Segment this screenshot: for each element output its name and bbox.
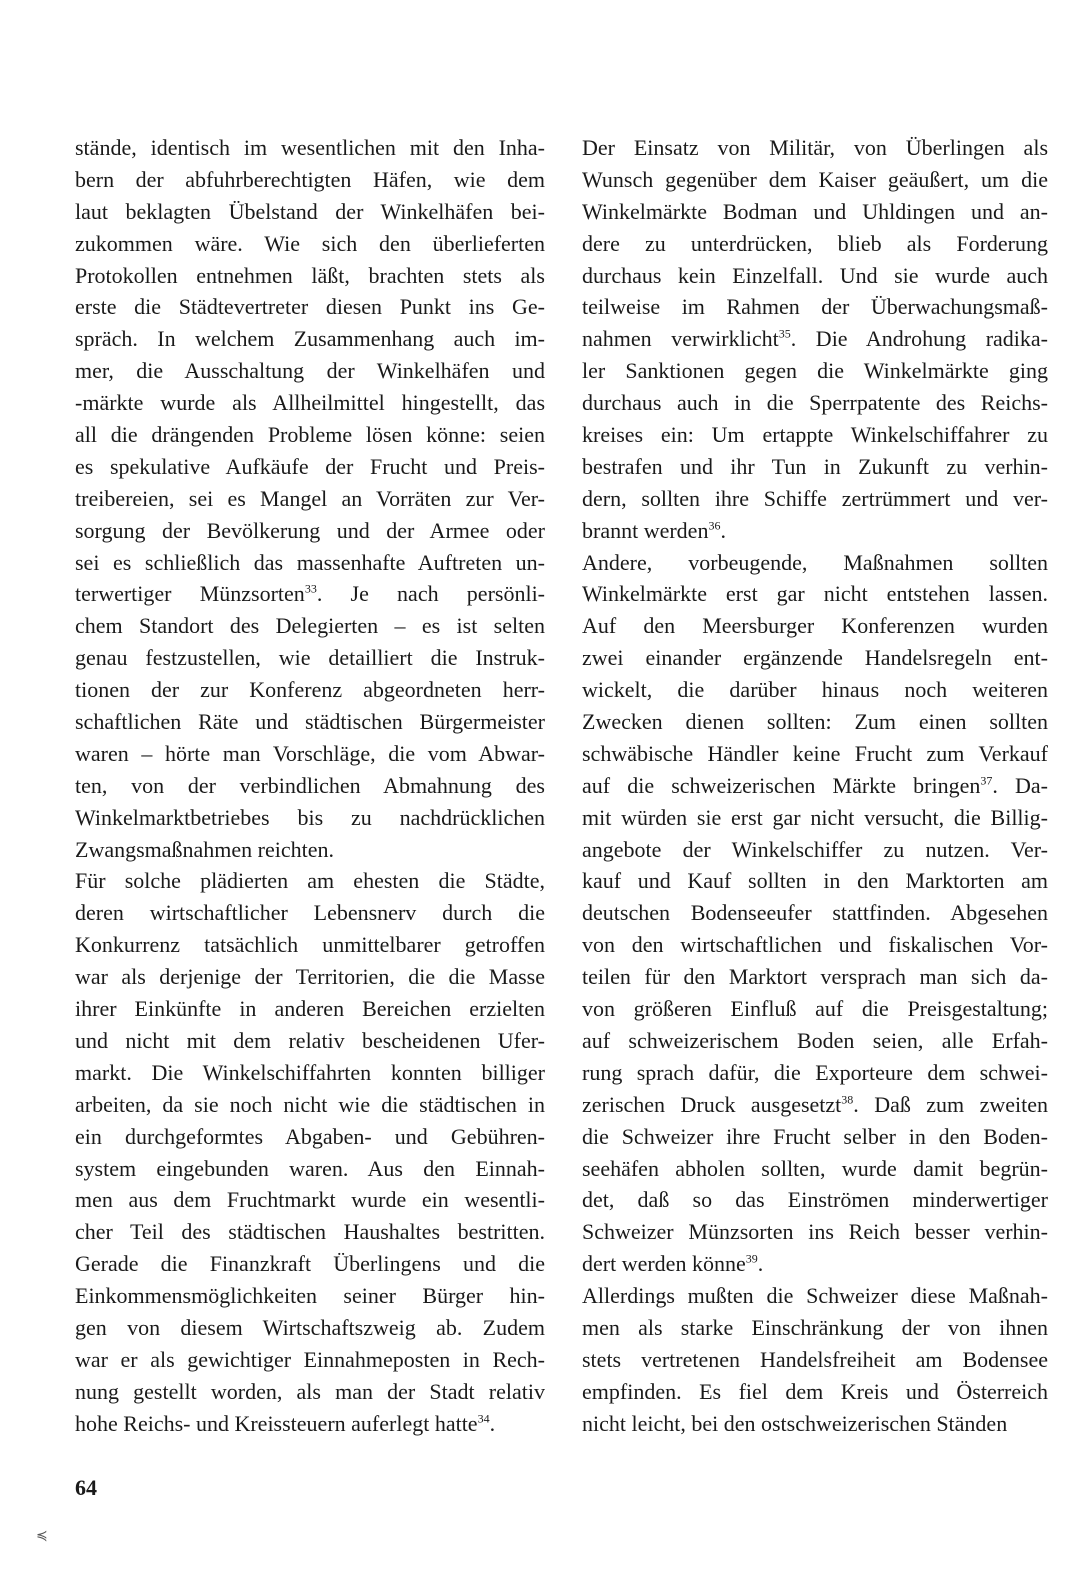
text-line [75, 1184, 545, 1216]
text-line [582, 1248, 1048, 1280]
line-text: zukommen wäre. Wie sich den überlieferten [75, 230, 545, 256]
line-text: Winkelmärkte erst gar nicht entstehen lassen. [582, 581, 1048, 607]
line-text: nicht leicht, bei den ostschweizerischen Ständen [582, 1410, 1008, 1436]
line-text: die Schweizer ihre Frucht selber in den Boden- [582, 1123, 1048, 1149]
footnote-reference: 35 [778, 327, 791, 342]
line-text: teilweise im Rahmen der Überwachungsmaß- [582, 294, 1048, 320]
text-line [582, 1184, 1048, 1216]
text-line [75, 228, 545, 260]
text-line [75, 865, 545, 897]
text-line [75, 547, 545, 579]
text-line [75, 802, 545, 834]
line-text: Andere, vorbeugende, Maßnahmen sollten [582, 549, 1048, 575]
line-text: von den wirtschaftlichen und fiskalischen Vor- [582, 932, 1048, 958]
text-line [582, 515, 1048, 547]
line-text: chem Standort des Delegierten – es ist selten [75, 613, 545, 639]
line-text: mer, die Ausschaltung der Winkelhäfen und [75, 358, 545, 384]
line-text: auf schweizerischem Boden seien, alle Erfah- [582, 1027, 1048, 1053]
line-text: bestrafen und ihr Tun in Zukunft zu verhin- [582, 453, 1048, 479]
text-line [582, 1312, 1048, 1344]
text-line [75, 1057, 545, 1089]
line-text: Auf den Meersburger Konferenzen wurden [582, 613, 1048, 639]
text-line [582, 451, 1048, 483]
line-text: terwertiger Münzsorten [75, 581, 305, 607]
line-text: all die drängenden Probleme lösen könne: seien [75, 422, 545, 448]
text-line [75, 419, 545, 451]
line-text: ein durchgeformtes Abgaben- und Gebühren- [75, 1123, 545, 1149]
text-line [75, 834, 545, 866]
line-text: gen von diesem Wirtschaftszweig ab. Zudem [75, 1314, 545, 1340]
text-line [75, 355, 545, 387]
text-line [75, 387, 545, 419]
text-line [582, 260, 1048, 292]
line-text-continuation: . [489, 1410, 496, 1436]
line-text: kreises ein: Um ertappte Winkelschiffahrer zu [582, 422, 1048, 448]
text-line [75, 642, 545, 674]
text-line [582, 291, 1048, 323]
text-line [582, 834, 1048, 866]
text-line [582, 897, 1048, 929]
line-text: und nicht mit dem relativ bescheidenen Ufer- [75, 1027, 545, 1053]
corner-mark: ≼ [36, 1529, 48, 1544]
text-line [582, 610, 1048, 642]
line-text: Winkelmärkte Bodman und Uhldingen und an- [582, 198, 1048, 224]
line-text: kauf und Kauf sollten in den Marktorten am [582, 868, 1048, 894]
line-text: deren wirtschaftlicher Lebensnerv durch die [75, 900, 545, 926]
text-line [75, 260, 545, 292]
text-line [582, 738, 1048, 770]
text-line [582, 132, 1048, 164]
line-text: schwäbische Händler keine Frucht zum Verkauf [582, 740, 1048, 766]
line-text: nahmen verwirklicht [582, 326, 779, 352]
line-text: mit würden sie erst gar nicht versucht, die Billig- [582, 804, 1048, 830]
line-text: von größeren Einfluß auf die Preisgestaltung; [582, 996, 1048, 1022]
line-text: Schweizer Münzsorten ins Reich besser verhin- [582, 1219, 1048, 1245]
text-line [582, 802, 1048, 834]
text-line [582, 228, 1048, 260]
line-text: sei es schließlich das massenhafte Auftreten un- [75, 549, 545, 575]
text-line [582, 1057, 1048, 1089]
text-line [75, 1376, 545, 1408]
text-line [582, 387, 1048, 419]
text-line [582, 770, 1048, 802]
line-text: stets vertretenen Handelsfreiheit am Bodensee [582, 1346, 1048, 1372]
text-line [582, 323, 1048, 355]
line-text: empfinden. Es fiel dem Kreis und Österreich [582, 1378, 1048, 1404]
text-line [75, 578, 545, 610]
text-line [75, 1121, 545, 1153]
line-text: brannt werden [582, 517, 709, 543]
line-text: genau festzustellen, wie detailliert die Instruk- [75, 645, 545, 671]
line-text: Zwecken dienen sollten: Zum einen sollten [582, 709, 1048, 735]
text-line [582, 865, 1048, 897]
text-line [75, 897, 545, 929]
text-line [75, 1248, 545, 1280]
page-number: 64 [75, 1475, 97, 1500]
text-line [582, 1121, 1048, 1153]
text-line [75, 132, 545, 164]
text-line [75, 929, 545, 961]
line-text: Gerade die Finanzkraft Überlingens und die [75, 1251, 545, 1277]
footnote-reference: 38 [841, 1092, 854, 1107]
text-line [582, 578, 1048, 610]
footnote-reference: 36 [708, 518, 721, 533]
line-text: nung gestellt worden, als man der Stadt relativ [75, 1378, 545, 1404]
text-line [75, 706, 545, 738]
text-line [582, 1408, 1048, 1440]
text-line [582, 355, 1048, 387]
text-line [75, 1153, 545, 1185]
right-text-column [582, 132, 1048, 1440]
line-text-continuation: . [757, 1251, 764, 1277]
line-text: Protokollen entnehmen läßt, brachten stets als [75, 262, 545, 288]
text-line [582, 706, 1048, 738]
line-text: war als derjenige der Territorien, die die Masse [75, 964, 545, 990]
line-text: wickelt, die darüber hinaus noch weiteren [582, 677, 1048, 703]
line-text: Zwangsmaßnahmen reichten. [75, 836, 335, 862]
text-line [75, 483, 545, 515]
line-text: spräch. In welchem Zusammenhang auch im- [75, 326, 545, 352]
line-text: dere zu unterdrücken, blieb als Forderung [582, 230, 1048, 256]
text-line [582, 642, 1048, 674]
left-text-column [75, 132, 545, 1440]
line-text-continuation: . Da- [992, 772, 1048, 798]
line-text: tionen der zur Konferenz abgeordneten herr- [75, 677, 545, 703]
line-text: dert werden könne [582, 1251, 746, 1277]
text-line [75, 164, 545, 196]
line-text: durchaus kein Einzelfall. Und sie wurde auch [582, 262, 1048, 288]
footnote-reference: 39 [745, 1251, 758, 1266]
text-line [75, 1025, 545, 1057]
line-text: Konkurrenz tatsächlich unmittelbarer getroffen [75, 932, 545, 958]
line-text: zerischen Druck ausgesetzt [582, 1091, 842, 1117]
text-line [582, 547, 1048, 579]
line-text: ihrer Einkünfte in anderen Bereichen erzielten [75, 996, 545, 1022]
line-text: seehäfen abholen sollten, wurde damit begrün- [582, 1155, 1048, 1181]
text-line [582, 1344, 1048, 1376]
line-text: zwei einander ergänzende Handelsregeln ent- [582, 645, 1048, 671]
line-text: Für solche plädierten am ehesten die Städte, [75, 868, 545, 894]
line-text-continuation: . Daß zum zweiten [853, 1091, 1048, 1117]
line-text: Wunsch gegenüber dem Kaiser geäußert, um die [582, 166, 1048, 192]
text-line [75, 1216, 545, 1248]
text-line [75, 196, 545, 228]
line-text: bern der abfuhrberechtigten Häfen, wie dem [75, 166, 545, 192]
line-text: -märkte wurde als Allheilmittel hingestellt, das [75, 390, 545, 416]
line-text: war er als gewichtiger Einnahmeposten in Rech- [75, 1346, 545, 1372]
text-line [75, 323, 545, 355]
text-line [582, 196, 1048, 228]
text-line [75, 961, 545, 993]
text-line [582, 1025, 1048, 1057]
text-line [582, 993, 1048, 1025]
line-text: teilen für den Marktort versprach man sich da- [582, 964, 1048, 990]
text-line [582, 674, 1048, 706]
line-text: treibereien, sei es Mangel an Vorräten zur Ver- [75, 485, 545, 511]
line-text: Winkelmarktbetriebes bis zu nachdrücklichen [75, 804, 545, 830]
line-text-continuation: . [720, 517, 726, 543]
text-line [582, 929, 1048, 961]
line-text: deutschen Bodenseeufer stattfinden. Abgesehen [582, 900, 1048, 926]
line-text-continuation: . Die Androhung radika- [790, 326, 1048, 352]
line-text: Der Einsatz von Militär, von Überlingen als [582, 135, 1048, 160]
text-line [75, 1312, 545, 1344]
text-line [582, 961, 1048, 993]
line-text: hohe Reichs- und Kreissteuern auferlegt hatte [75, 1410, 478, 1436]
line-text: es spekulative Aufkäufe der Frucht und Preis- [75, 453, 545, 479]
line-text: dern, sollten ihre Schiffe zertrümmert und ver- [582, 485, 1048, 511]
text-line [75, 1089, 545, 1121]
text-line [582, 1089, 1048, 1121]
text-line [75, 1408, 545, 1440]
line-text: sorgung der Bevölkerung und der Armee oder [75, 517, 545, 543]
line-text: waren – hörte man Vorschläge, die vom Abwar- [75, 740, 545, 766]
text-line [582, 419, 1048, 451]
text-line [75, 610, 545, 642]
line-text: ler Sanktionen gegen die Winkelmärkte ging [582, 358, 1048, 384]
text-line [75, 770, 545, 802]
line-text: arbeiten, da sie noch nicht wie die städtischen in [75, 1091, 545, 1117]
text-line [75, 1280, 545, 1312]
text-line [75, 291, 545, 323]
text-line [75, 738, 545, 770]
text-line [582, 164, 1048, 196]
line-text: durchaus auch in die Sperrpatente des Reichs- [582, 390, 1048, 416]
line-text: system eingebunden waren. Aus den Einnah- [75, 1155, 545, 1181]
line-text: det, daß so das Einströmen minderwertiger [582, 1187, 1048, 1213]
text-line [582, 1376, 1048, 1408]
text-line [582, 1153, 1048, 1185]
text-line [75, 451, 545, 483]
line-text: Einkommensmöglichkeiten seiner Bürger hin- [75, 1283, 545, 1309]
line-text: men aus dem Fruchtmarkt wurde ein wesentli- [75, 1187, 545, 1213]
line-text: laut beklagten Übelstand der Winkelhäfen bei- [75, 198, 545, 224]
line-text: erste die Städtevertreter diesen Punkt ins Ge- [75, 294, 545, 320]
text-line [582, 1216, 1048, 1248]
text-line [75, 515, 545, 547]
line-text-continuation: . Je nach persönli- [316, 581, 545, 607]
line-text: men als starke Einschränkung der von ihnen [582, 1314, 1048, 1340]
line-text: Allerdings mußten die Schweizer diese Maßnah- [582, 1283, 1048, 1309]
line-text: angebote der Winkelschiffer zu nutzen. Ver- [582, 836, 1048, 862]
footnote-reference: 33 [304, 582, 317, 597]
text-line [582, 1280, 1048, 1312]
line-text: cher Teil des städtischen Haushaltes bestritten. [75, 1219, 545, 1245]
line-text: stände, identisch im wesentlichen mit den Inha- [75, 135, 545, 160]
text-line [75, 674, 545, 706]
footnote-reference: 37 [980, 773, 993, 788]
line-text: markt. Die Winkelschiffahrten konnten billiger [75, 1059, 545, 1085]
text-line [75, 993, 545, 1025]
text-line [75, 1344, 545, 1376]
line-text: auf die schweizerischen Märkte bringen [582, 772, 981, 798]
footnote-reference: 34 [477, 1411, 490, 1426]
line-text: rung sprach dafür, die Exporteure dem schwei- [582, 1059, 1048, 1085]
line-text: ten, von der verbindlichen Abmahnung des [75, 772, 545, 798]
text-line [582, 483, 1048, 515]
line-text: schaftlichen Räte und städtischen Bürgermeister [75, 709, 545, 735]
